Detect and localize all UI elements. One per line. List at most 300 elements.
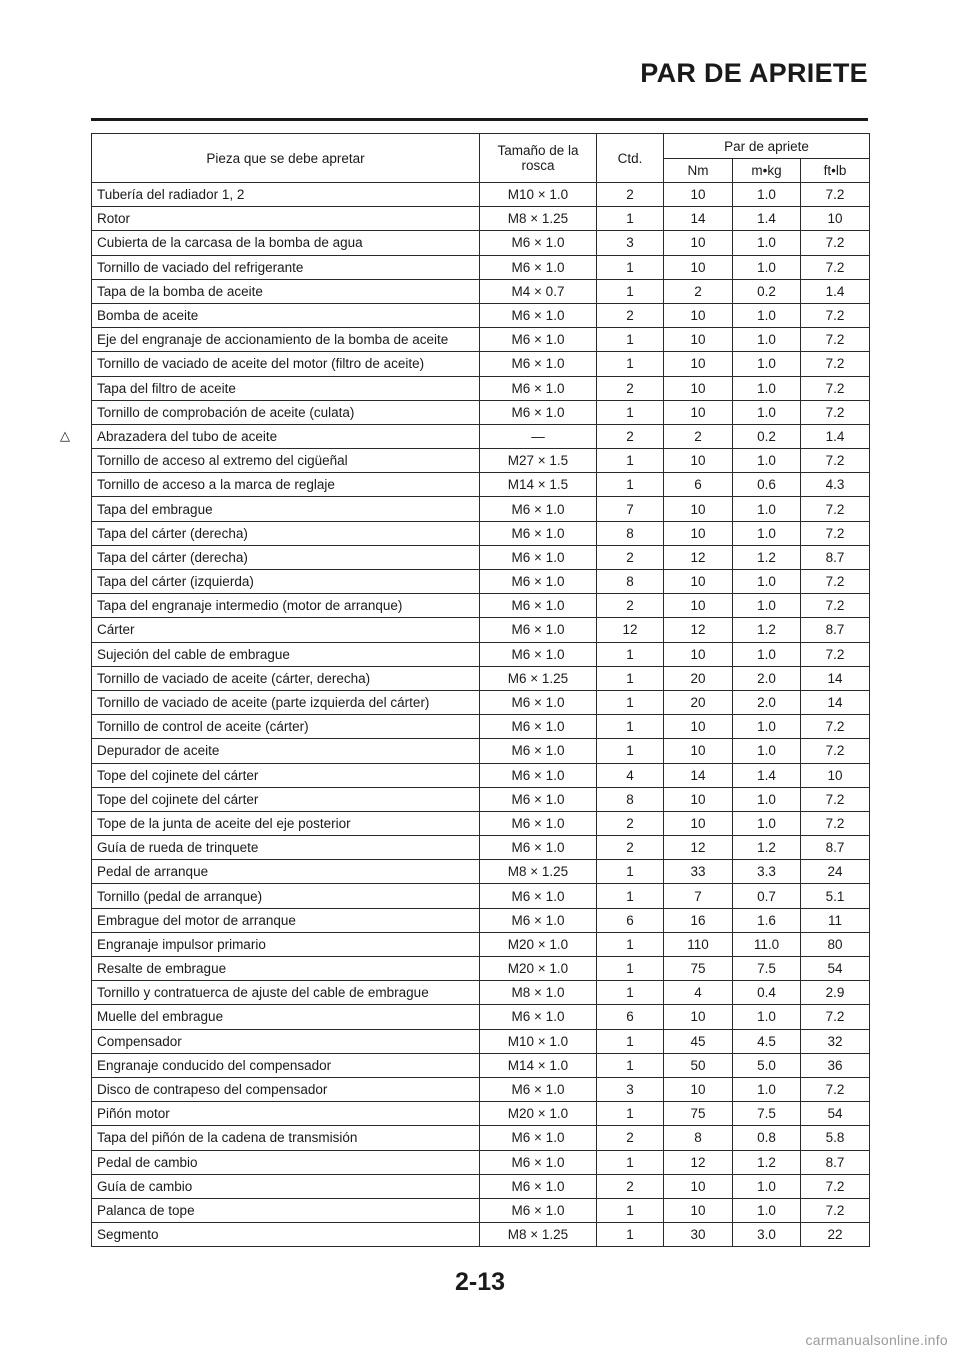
table-row bbox=[92, 932, 870, 956]
thread-size-cell: M6 × 1.0 bbox=[480, 352, 597, 376]
torque-nm-cell: 10 bbox=[664, 570, 733, 594]
torque-nm-cell: 10 bbox=[664, 1077, 733, 1101]
torque-mkg-cell: 1.0 bbox=[733, 811, 801, 835]
torque-mkg-cell: 1.0 bbox=[733, 1198, 801, 1222]
quantity-cell: 1 bbox=[597, 739, 664, 763]
table-row bbox=[92, 1029, 870, 1053]
torque-ftlb-cell: 7.2 bbox=[801, 376, 870, 400]
part-cell: Tornillo de vaciado de aceite (parte izquierda del cárter) bbox=[92, 690, 480, 714]
torque-mkg-cell: 1.0 bbox=[733, 787, 801, 811]
thread-size-cell: M6 × 1.0 bbox=[480, 836, 597, 860]
quantity-cell: 1 bbox=[597, 400, 664, 424]
torque-ftlb-cell: 5.8 bbox=[801, 1126, 870, 1150]
thread-size-cell: M6 × 1.0 bbox=[480, 1005, 597, 1029]
thread-size-cell: M6 × 1.0 bbox=[480, 376, 597, 400]
torque-ftlb-cell: 7.2 bbox=[801, 231, 870, 255]
quantity-cell: 2 bbox=[597, 1126, 664, 1150]
thread-size-cell: M8 × 1.25 bbox=[480, 1223, 597, 1247]
torque-nm-cell: 50 bbox=[664, 1053, 733, 1077]
part-cell: Compensador bbox=[92, 1029, 480, 1053]
torque-mkg-cell: 1.0 bbox=[733, 183, 801, 207]
torque-mkg-cell: 1.2 bbox=[733, 618, 801, 642]
thread-size-cell: M6 × 1.0 bbox=[480, 1126, 597, 1150]
thread-size-cell: M8 × 1.25 bbox=[480, 860, 597, 884]
torque-nm-cell: 7 bbox=[664, 884, 733, 908]
torque-nm-cell: 30 bbox=[664, 1223, 733, 1247]
part-cell: Palanca de tope bbox=[92, 1198, 480, 1222]
thread-size-cell: M6 × 1.0 bbox=[480, 618, 597, 642]
torque-mkg-cell: 0.2 bbox=[733, 424, 801, 448]
table-row bbox=[92, 424, 870, 448]
torque-mkg-cell: 1.0 bbox=[733, 328, 801, 352]
table-row bbox=[92, 884, 870, 908]
torque-mkg-cell: 1.0 bbox=[733, 376, 801, 400]
torque-nm-cell: 6 bbox=[664, 473, 733, 497]
thread-size-cell: M6 × 1.0 bbox=[480, 811, 597, 835]
torque-nm-cell: 12 bbox=[664, 545, 733, 569]
thread-size-cell: M6 × 1.0 bbox=[480, 690, 597, 714]
quantity-cell: 2 bbox=[597, 836, 664, 860]
part-cell: Tubería del radiador 1, 2 bbox=[92, 183, 480, 207]
torque-nm-cell: 10 bbox=[664, 376, 733, 400]
table-row bbox=[92, 594, 870, 618]
torque-nm-cell: 10 bbox=[664, 183, 733, 207]
torque-nm-cell: 10 bbox=[664, 400, 733, 424]
quantity-cell: 1 bbox=[597, 690, 664, 714]
table-row bbox=[92, 570, 870, 594]
part-cell: Tornillo y contratuerca de ajuste del cable de embrague bbox=[92, 981, 480, 1005]
thread-size-cell: M6 × 1.0 bbox=[480, 497, 597, 521]
thread-size-cell: M6 × 1.0 bbox=[480, 328, 597, 352]
torque-nm-cell: 10 bbox=[664, 739, 733, 763]
table-row bbox=[92, 908, 870, 932]
table-row bbox=[92, 1198, 870, 1222]
table-row bbox=[92, 1150, 870, 1174]
table-row bbox=[92, 352, 870, 376]
torque-ftlb-cell: 11 bbox=[801, 908, 870, 932]
torque-ftlb-cell: 2.9 bbox=[801, 981, 870, 1005]
part-cell: Disco de contrapeso del compensador bbox=[92, 1077, 480, 1101]
quantity-cell: 2 bbox=[597, 545, 664, 569]
thread-size-cell: M6 × 1.0 bbox=[480, 255, 597, 279]
part-cell: Cárter bbox=[92, 618, 480, 642]
torque-ftlb-cell: 7.2 bbox=[801, 183, 870, 207]
torque-ftlb-cell: 7.2 bbox=[801, 449, 870, 473]
table-row bbox=[92, 1053, 870, 1077]
part-cell: Segmento bbox=[92, 1223, 480, 1247]
torque-mkg-cell: 1.0 bbox=[733, 715, 801, 739]
torque-nm-cell: 10 bbox=[664, 255, 733, 279]
table-row bbox=[92, 279, 870, 303]
table-row bbox=[92, 836, 870, 860]
torque-mkg-cell: 0.7 bbox=[733, 884, 801, 908]
table-row bbox=[92, 497, 870, 521]
torque-mkg-cell: 1.0 bbox=[733, 231, 801, 255]
thread-size-cell: M8 × 1.0 bbox=[480, 981, 597, 1005]
table-row bbox=[92, 787, 870, 811]
part-cell: Tope del cojinete del cárter bbox=[92, 787, 480, 811]
part-cell: Tornillo de vaciado de aceite (cárter, derecha) bbox=[92, 666, 480, 690]
torque-nm-cell: 14 bbox=[664, 763, 733, 787]
part-cell: Eje del engranaje de accionamiento de la bomba de aceite bbox=[92, 328, 480, 352]
torque-ftlb-cell: 7.2 bbox=[801, 303, 870, 327]
page-number: 2-13 bbox=[454, 1268, 506, 1296]
thread-size-cell: M6 × 1.0 bbox=[480, 570, 597, 594]
torque-ftlb-cell: 1.4 bbox=[801, 279, 870, 303]
quantity-cell: 1 bbox=[597, 449, 664, 473]
torque-ftlb-cell: 7.2 bbox=[801, 1198, 870, 1222]
thread-size-cell: M27 × 1.5 bbox=[480, 449, 597, 473]
torque-mkg-cell: 4.5 bbox=[733, 1029, 801, 1053]
thread-size-cell: M6 × 1.0 bbox=[480, 715, 597, 739]
header-thread: Tamaño de la rosca bbox=[480, 134, 597, 183]
thread-size-cell: M6 × 1.0 bbox=[480, 1077, 597, 1101]
torque-ftlb-cell: 4.3 bbox=[801, 473, 870, 497]
torque-mkg-cell: 1.0 bbox=[733, 352, 801, 376]
header-part: Pieza que se debe apretar bbox=[92, 134, 480, 183]
thread-size-cell: M6 × 1.0 bbox=[480, 787, 597, 811]
thread-size-cell: M20 × 1.0 bbox=[480, 1102, 597, 1126]
part-cell: Guía de cambio bbox=[92, 1174, 480, 1198]
thread-size-cell: M14 × 1.0 bbox=[480, 1053, 597, 1077]
part-cell: Engranaje conducido del compensador bbox=[92, 1053, 480, 1077]
torque-mkg-cell: 1.0 bbox=[733, 1077, 801, 1101]
quantity-cell: 3 bbox=[597, 231, 664, 255]
torque-ftlb-cell: 14 bbox=[801, 690, 870, 714]
thread-size-cell: M6 × 1.0 bbox=[480, 1150, 597, 1174]
part-cell: Tapa de la bomba de aceite bbox=[92, 279, 480, 303]
change-mark-icon: △ bbox=[60, 428, 70, 443]
torque-ftlb-cell: 7.2 bbox=[801, 521, 870, 545]
thread-size-cell: M6 × 1.0 bbox=[480, 908, 597, 932]
torque-nm-cell: 110 bbox=[664, 932, 733, 956]
part-cell: Tapa del filtro de aceite bbox=[92, 376, 480, 400]
torque-ftlb-cell: 80 bbox=[801, 932, 870, 956]
torque-mkg-cell: 3.3 bbox=[733, 860, 801, 884]
part-cell: Bomba de aceite bbox=[92, 303, 480, 327]
part-cell: Depurador de aceite bbox=[92, 739, 480, 763]
torque-ftlb-cell: 7.2 bbox=[801, 642, 870, 666]
table-row bbox=[92, 1005, 870, 1029]
thread-size-cell: M20 × 1.0 bbox=[480, 957, 597, 981]
torque-ftlb-cell: 10 bbox=[801, 207, 870, 231]
part-cell: Engranaje impulsor primario bbox=[92, 932, 480, 956]
thread-size-cell: M6 × 1.0 bbox=[480, 521, 597, 545]
torque-mkg-cell: 1.0 bbox=[733, 400, 801, 424]
part-cell: Piñón motor bbox=[92, 1102, 480, 1126]
quantity-cell: 2 bbox=[597, 303, 664, 327]
quantity-cell: 1 bbox=[597, 1029, 664, 1053]
quantity-cell: 1 bbox=[597, 352, 664, 376]
torque-nm-cell: 8 bbox=[664, 1126, 733, 1150]
quantity-cell: 2 bbox=[597, 424, 664, 448]
quantity-cell: 1 bbox=[597, 642, 664, 666]
part-cell: Tornillo (pedal de arranque) bbox=[92, 884, 480, 908]
part-cell: Guía de rueda de trinquete bbox=[92, 836, 480, 860]
table-row bbox=[92, 545, 870, 569]
watermark: carmanualsonline.info bbox=[805, 1332, 948, 1348]
thread-size-cell: M6 × 1.0 bbox=[480, 739, 597, 763]
quantity-cell: 7 bbox=[597, 497, 664, 521]
torque-nm-cell: 10 bbox=[664, 787, 733, 811]
thread-size-cell: M6 × 1.0 bbox=[480, 1174, 597, 1198]
torque-ftlb-cell: 7.2 bbox=[801, 594, 870, 618]
torque-ftlb-cell: 7.2 bbox=[801, 739, 870, 763]
torque-nm-cell: 10 bbox=[664, 1198, 733, 1222]
torque-mkg-cell: 1.2 bbox=[733, 836, 801, 860]
torque-ftlb-cell: 7.2 bbox=[801, 715, 870, 739]
table-row bbox=[92, 642, 870, 666]
torque-ftlb-cell: 8.7 bbox=[801, 545, 870, 569]
torque-mkg-cell: 1.0 bbox=[733, 570, 801, 594]
header-mkg: m•kg bbox=[733, 159, 801, 183]
torque-mkg-cell: 1.2 bbox=[733, 1150, 801, 1174]
torque-nm-cell: 2 bbox=[664, 279, 733, 303]
quantity-cell: 2 bbox=[597, 594, 664, 618]
torque-nm-cell: 10 bbox=[664, 231, 733, 255]
quantity-cell: 12 bbox=[597, 618, 664, 642]
thread-size-cell: M10 × 1.0 bbox=[480, 1029, 597, 1053]
torque-ftlb-cell: 36 bbox=[801, 1053, 870, 1077]
torque-ftlb-cell: 32 bbox=[801, 1029, 870, 1053]
thread-size-cell: M14 × 1.5 bbox=[480, 473, 597, 497]
quantity-cell: 1 bbox=[597, 1150, 664, 1174]
thread-size-cell: — bbox=[480, 424, 597, 448]
quantity-cell: 1 bbox=[597, 1102, 664, 1126]
part-cell: Abrazadera del tubo de aceite bbox=[92, 424, 480, 448]
torque-nm-cell: 10 bbox=[664, 1005, 733, 1029]
table-row bbox=[92, 183, 870, 207]
header-torque: Par de apriete bbox=[664, 134, 870, 159]
torque-ftlb-cell: 10 bbox=[801, 763, 870, 787]
part-cell: Sujeción del cable de embrague bbox=[92, 642, 480, 666]
thread-size-cell: M6 × 1.0 bbox=[480, 231, 597, 255]
thread-size-cell: M6 × 1.0 bbox=[480, 642, 597, 666]
torque-nm-cell: 10 bbox=[664, 497, 733, 521]
thread-size-cell: M8 × 1.25 bbox=[480, 207, 597, 231]
table-row bbox=[92, 376, 870, 400]
torque-mkg-cell: 7.5 bbox=[733, 1102, 801, 1126]
header-ftlb: ft•lb bbox=[801, 159, 870, 183]
torque-mkg-cell: 1.0 bbox=[733, 255, 801, 279]
torque-mkg-cell: 1.4 bbox=[733, 763, 801, 787]
table-row bbox=[92, 957, 870, 981]
torque-nm-cell: 12 bbox=[664, 618, 733, 642]
torque-ftlb-cell: 8.7 bbox=[801, 1150, 870, 1174]
header-qty: Ctd. bbox=[597, 134, 664, 183]
torque-nm-cell: 10 bbox=[664, 328, 733, 352]
torque-ftlb-cell: 7.2 bbox=[801, 787, 870, 811]
torque-mkg-cell: 1.4 bbox=[733, 207, 801, 231]
table-row bbox=[92, 618, 870, 642]
torque-ftlb-cell: 7.2 bbox=[801, 1077, 870, 1101]
quantity-cell: 6 bbox=[597, 908, 664, 932]
torque-ftlb-cell: 24 bbox=[801, 860, 870, 884]
torque-mkg-cell: 5.0 bbox=[733, 1053, 801, 1077]
torque-ftlb-cell: 14 bbox=[801, 666, 870, 690]
part-cell: Muelle del embrague bbox=[92, 1005, 480, 1029]
table-row bbox=[92, 811, 870, 835]
thread-size-cell: M6 × 1.0 bbox=[480, 400, 597, 424]
torque-nm-cell: 10 bbox=[664, 303, 733, 327]
part-cell: Tornillo de vaciado del refrigerante bbox=[92, 255, 480, 279]
torque-mkg-cell: 0.8 bbox=[733, 1126, 801, 1150]
torque-mkg-cell: 1.2 bbox=[733, 545, 801, 569]
torque-nm-cell: 20 bbox=[664, 690, 733, 714]
table-row bbox=[92, 690, 870, 714]
torque-nm-cell: 10 bbox=[664, 715, 733, 739]
table-row bbox=[92, 303, 870, 327]
torque-nm-cell: 10 bbox=[664, 521, 733, 545]
quantity-cell: 1 bbox=[597, 1198, 664, 1222]
quantity-cell: 1 bbox=[597, 279, 664, 303]
part-cell: Tapa del cárter (derecha) bbox=[92, 545, 480, 569]
quantity-cell: 4 bbox=[597, 763, 664, 787]
thread-size-cell: M10 × 1.0 bbox=[480, 183, 597, 207]
torque-mkg-cell: 0.4 bbox=[733, 981, 801, 1005]
part-cell: Tornillo de acceso al extremo del cigüeñal bbox=[92, 449, 480, 473]
quantity-cell: 1 bbox=[597, 860, 664, 884]
quantity-cell: 8 bbox=[597, 570, 664, 594]
thread-size-cell: M6 × 1.0 bbox=[480, 545, 597, 569]
torque-mkg-cell: 2.0 bbox=[733, 690, 801, 714]
quantity-cell: 1 bbox=[597, 957, 664, 981]
thread-size-cell: M6 × 1.0 bbox=[480, 303, 597, 327]
torque-ftlb-cell: 54 bbox=[801, 957, 870, 981]
part-cell: Pedal de cambio bbox=[92, 1150, 480, 1174]
table-row bbox=[92, 521, 870, 545]
torque-ftlb-cell: 1.4 bbox=[801, 424, 870, 448]
part-cell: Tornillo de comprobación de aceite (culata) bbox=[92, 400, 480, 424]
quantity-cell: 1 bbox=[597, 715, 664, 739]
torque-nm-cell: 12 bbox=[664, 836, 733, 860]
page-title: PAR DE APRIETE bbox=[640, 58, 868, 88]
part-cell: Resalte de embrague bbox=[92, 957, 480, 981]
table-row bbox=[92, 207, 870, 231]
torque-nm-cell: 10 bbox=[664, 1174, 733, 1198]
table-row bbox=[92, 231, 870, 255]
torque-ftlb-cell: 7.2 bbox=[801, 811, 870, 835]
torque-mkg-cell: 1.0 bbox=[733, 739, 801, 763]
part-cell: Tornillo de acceso a la marca de reglaje bbox=[92, 473, 480, 497]
torque-ftlb-cell: 7.2 bbox=[801, 1174, 870, 1198]
quantity-cell: 8 bbox=[597, 787, 664, 811]
part-cell: Tope de la junta de aceite del eje posterior bbox=[92, 811, 480, 835]
table-row bbox=[92, 1102, 870, 1126]
quantity-cell: 2 bbox=[597, 811, 664, 835]
quantity-cell: 3 bbox=[597, 1077, 664, 1101]
quantity-cell: 2 bbox=[597, 376, 664, 400]
torque-ftlb-cell: 22 bbox=[801, 1223, 870, 1247]
thread-size-cell: M6 × 1.25 bbox=[480, 666, 597, 690]
torque-ftlb-cell: 8.7 bbox=[801, 836, 870, 860]
thread-size-cell: M20 × 1.0 bbox=[480, 932, 597, 956]
torque-mkg-cell: 1.0 bbox=[733, 1174, 801, 1198]
torque-nm-cell: 16 bbox=[664, 908, 733, 932]
torque-mkg-cell: 7.5 bbox=[733, 957, 801, 981]
thread-size-cell: M6 × 1.0 bbox=[480, 884, 597, 908]
torque-nm-cell: 2 bbox=[664, 424, 733, 448]
torque-ftlb-cell: 8.7 bbox=[801, 618, 870, 642]
torque-ftlb-cell: 7.2 bbox=[801, 570, 870, 594]
table-row bbox=[92, 328, 870, 352]
table-row bbox=[92, 473, 870, 497]
table-row bbox=[92, 981, 870, 1005]
thread-size-cell: M6 × 1.0 bbox=[480, 594, 597, 618]
torque-mkg-cell: 1.0 bbox=[733, 594, 801, 618]
table-row bbox=[92, 763, 870, 787]
thread-size-cell: M6 × 1.0 bbox=[480, 763, 597, 787]
quantity-cell: 1 bbox=[597, 207, 664, 231]
torque-mkg-cell: 1.0 bbox=[733, 303, 801, 327]
torque-mkg-cell: 0.2 bbox=[733, 279, 801, 303]
torque-nm-cell: 75 bbox=[664, 1102, 733, 1126]
part-cell: Tornillo de control de aceite (cárter) bbox=[92, 715, 480, 739]
torque-mkg-cell: 1.0 bbox=[733, 521, 801, 545]
part-cell: Cubierta de la carcasa de la bomba de agua bbox=[92, 231, 480, 255]
torque-nm-cell: 33 bbox=[664, 860, 733, 884]
part-cell: Pedal de arranque bbox=[92, 860, 480, 884]
table-row bbox=[92, 255, 870, 279]
quantity-cell: 1 bbox=[597, 981, 664, 1005]
table-row bbox=[92, 860, 870, 884]
header-rule bbox=[91, 118, 868, 121]
thread-size-cell: M4 × 0.7 bbox=[480, 279, 597, 303]
torque-nm-cell: 10 bbox=[664, 811, 733, 835]
quantity-cell: 1 bbox=[597, 1223, 664, 1247]
torque-ftlb-cell: 7.2 bbox=[801, 497, 870, 521]
torque-nm-cell: 75 bbox=[664, 957, 733, 981]
torque-table bbox=[91, 133, 870, 1247]
torque-nm-cell: 20 bbox=[664, 666, 733, 690]
table-row bbox=[92, 666, 870, 690]
part-cell: Tapa del piñón de la cadena de transmisión bbox=[92, 1126, 480, 1150]
table-row bbox=[92, 715, 870, 739]
torque-nm-cell: 12 bbox=[664, 1150, 733, 1174]
quantity-cell: 6 bbox=[597, 1005, 664, 1029]
torque-nm-cell: 10 bbox=[664, 352, 733, 376]
table-row bbox=[92, 739, 870, 763]
torque-mkg-cell: 11.0 bbox=[733, 932, 801, 956]
quantity-cell: 8 bbox=[597, 521, 664, 545]
torque-ftlb-cell: 7.2 bbox=[801, 255, 870, 279]
torque-nm-cell: 14 bbox=[664, 207, 733, 231]
torque-nm-cell: 10 bbox=[664, 594, 733, 618]
header-nm: Nm bbox=[664, 159, 733, 183]
torque-ftlb-cell: 7.2 bbox=[801, 352, 870, 376]
torque-ftlb-cell: 54 bbox=[801, 1102, 870, 1126]
torque-nm-cell: 45 bbox=[664, 1029, 733, 1053]
part-cell: Embrague del motor de arranque bbox=[92, 908, 480, 932]
torque-mkg-cell: 1.0 bbox=[733, 642, 801, 666]
part-cell: Rotor bbox=[92, 207, 480, 231]
torque-nm-cell: 10 bbox=[664, 449, 733, 473]
quantity-cell: 1 bbox=[597, 884, 664, 908]
part-cell: Tope del cojinete del cárter bbox=[92, 763, 480, 787]
torque-mkg-cell: 1.0 bbox=[733, 1005, 801, 1029]
torque-nm-cell: 4 bbox=[664, 981, 733, 1005]
part-cell: Tapa del cárter (derecha) bbox=[92, 521, 480, 545]
table-row bbox=[92, 449, 870, 473]
torque-nm-cell: 10 bbox=[664, 642, 733, 666]
torque-mkg-cell: 3.0 bbox=[733, 1223, 801, 1247]
part-cell: Tornillo de vaciado de aceite del motor (filtro de aceite) bbox=[92, 352, 480, 376]
torque-mkg-cell: 1.6 bbox=[733, 908, 801, 932]
quantity-cell: 1 bbox=[597, 328, 664, 352]
quantity-cell: 1 bbox=[597, 473, 664, 497]
quantity-cell: 1 bbox=[597, 666, 664, 690]
torque-mkg-cell: 2.0 bbox=[733, 666, 801, 690]
